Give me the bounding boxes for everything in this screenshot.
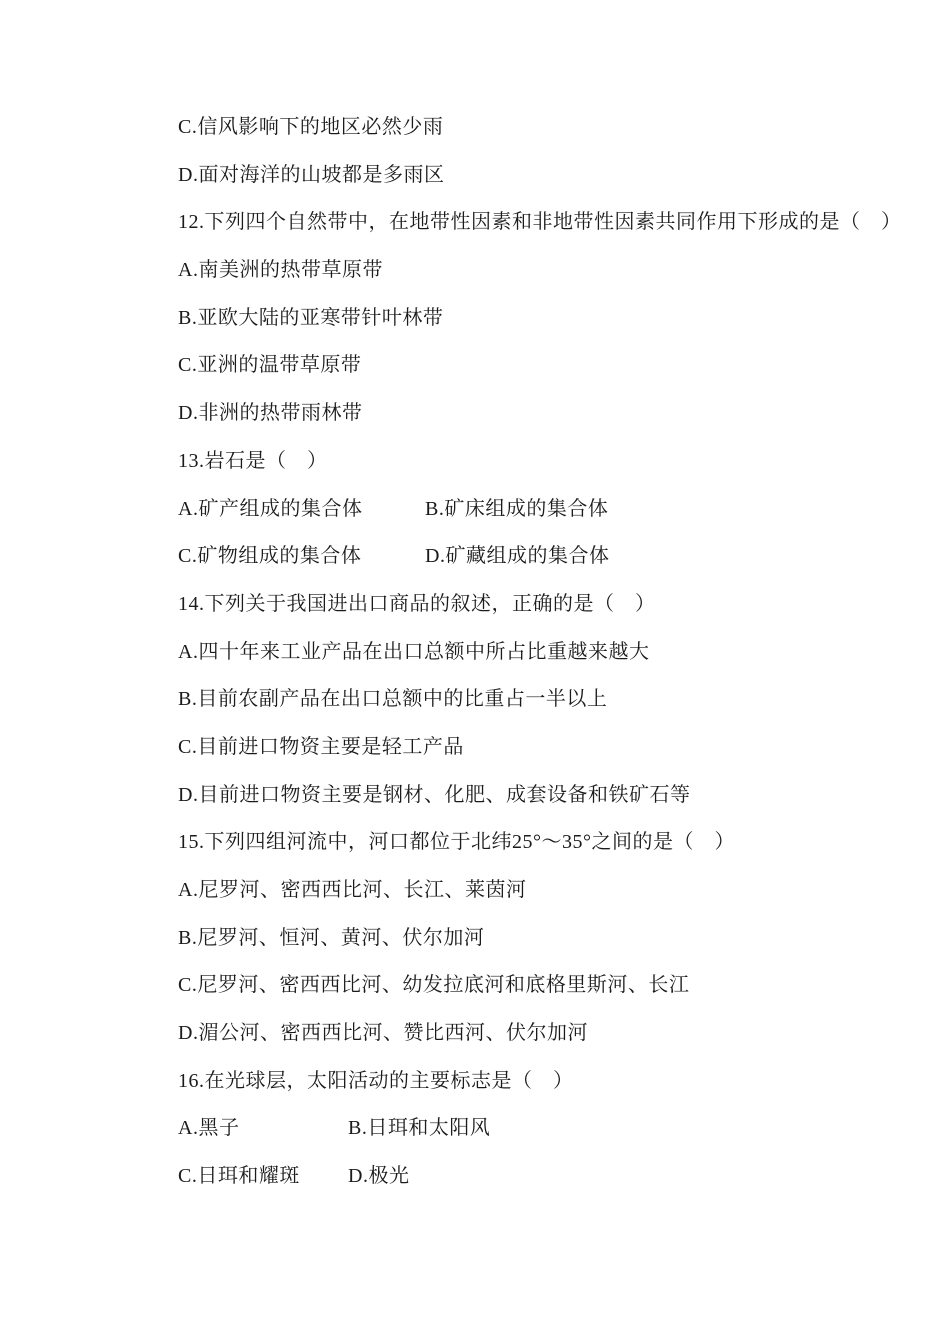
option-line: A.尼罗河、密西西比河、长江、莱茵河 <box>178 879 527 901</box>
option-text: B.日珥和太阳风 <box>348 1117 491 1140</box>
option-line: A.四十年来工业产品在出口总额中所占比重越来越大 <box>178 640 650 663</box>
option-line: C.尼罗河、密西西比河、幼发拉底河和底格里斯河、长江 <box>178 974 690 997</box>
option-line <box>178 546 920 566</box>
option-text: C.日珥和耀斑 <box>178 1165 300 1188</box>
question-line: 14.下列关于我国进出口商品的叙述，正确的是（ ） <box>178 592 656 615</box>
option-line <box>178 1118 920 1138</box>
option-text: D.矿藏组成的集合体 <box>425 545 610 568</box>
option-line: D.目前进口物资主要是钢材、化肥、成套设备和铁矿石等 <box>178 783 691 806</box>
option-line <box>178 499 920 519</box>
option-line: D.非洲的热带雨林带 <box>178 402 363 425</box>
option-text: C.矿物组成的集合体 <box>178 545 362 568</box>
option-line: D.湄公河、密西西比河、赞比西河、伏尔加河 <box>178 1022 588 1045</box>
option-text: A.黑子 <box>178 1117 240 1140</box>
question-line: 15.下列四组河流中，河口都位于北纬25°～35°之间的是（ ） <box>178 831 735 854</box>
option-line: C.亚洲的温带草原带 <box>178 354 362 377</box>
question-line: 13.岩石是（ ） <box>178 449 328 472</box>
option-text: A.矿产组成的集合体 <box>178 497 363 520</box>
option-line: C.目前进口物资主要是轻工产品 <box>178 735 464 758</box>
option-line: B.亚欧大陆的亚寒带针叶林带 <box>178 306 444 329</box>
document-page <box>178 117 920 1186</box>
option-line: A.南美洲的热带草原带 <box>178 259 383 282</box>
option-line: B.尼罗河、恒河、黄河、伏尔加河 <box>178 926 485 949</box>
option-line: C.信风影响下的地区必然少雨 <box>178 116 444 138</box>
option-text: B.矿床组成的集合体 <box>425 497 609 520</box>
option-line: D.面对海洋的山坡都是多雨区 <box>178 163 445 186</box>
question-line: 16.在光球层，太阳活动的主要标志是（ ） <box>178 1069 574 1092</box>
option-line <box>178 1166 920 1186</box>
question-line: 12.下列四个自然带中，在地带性因素和非地带性因素共同作用下形成的是（ ） <box>178 211 902 234</box>
option-line: B.目前农副产品在出口总额中的比重占一半以上 <box>178 688 608 711</box>
option-text: D.极光 <box>348 1165 410 1188</box>
